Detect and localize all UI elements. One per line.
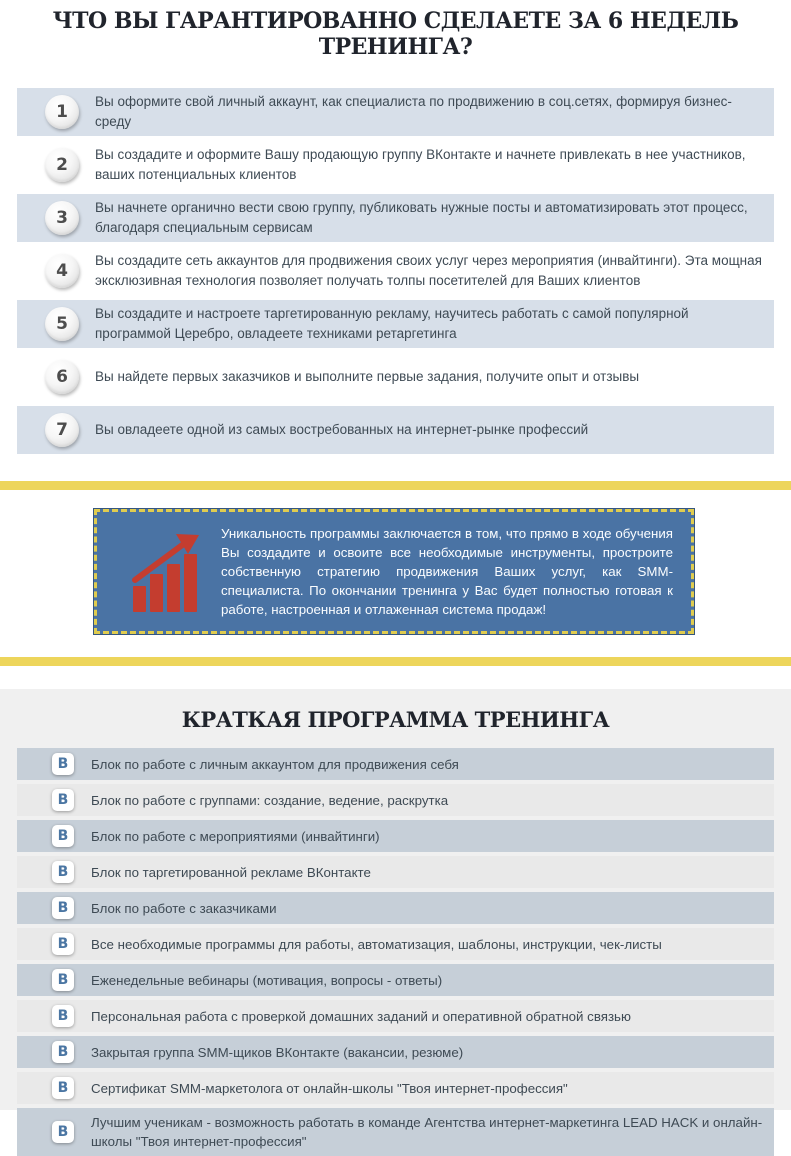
program-row [17,892,774,924]
uniqueness-callout [94,509,694,634]
vk-letter: В [57,1124,69,1140]
page-title: ЧТО ВЫ ГАРАНТИРОВАННО СДЕЛАЕТЕ ЗА 6 НЕДЕЛЬ ТРЕНИНГА? [52,8,739,60]
program-item-text: Блок по таргетированной рекламе ВКонтакте [91,864,371,880]
vk-letter: В [57,756,69,772]
step-number: 7 [56,420,68,440]
program-row [17,1036,774,1068]
vk-icon [52,1121,74,1143]
program-list [17,748,774,1156]
growth-chart-icon [131,532,201,612]
program-row [17,1072,774,1104]
program-row [17,856,774,888]
vk-letter: В [57,792,69,808]
step-number-badge [45,201,79,235]
guarantee-text: Вы найдете первых заказчиков и выполните первые задания, получите опыт и отзывы [95,369,640,384]
program-item-text: Персональная работа с проверкой домашних заданий и оперативной обратной связью [91,1008,631,1024]
program-title: КРАТКАЯ ПРОГРАММА ТРЕНИНГА [181,707,610,732]
program-row [17,748,774,780]
vk-icon [52,753,74,775]
guarantee-row [17,194,774,242]
step-number: 2 [56,155,68,175]
program-section [0,689,791,1149]
yellow-divider [0,481,791,490]
vk-icon [52,897,74,919]
step-number-badge [45,148,79,182]
program-row [17,1000,774,1032]
vk-letter: В [57,828,69,844]
vk-icon [52,1077,74,1099]
step-number: 6 [56,367,68,387]
program-item-text: Сертификат SMM-маркетолога от онлайн-школы "Твоя интернет-профессия" [91,1080,568,1096]
guarantee-text: Вы оформите свой личный аккаунт, как специалиста по продвижению в соц.сетях, формируя бизнес-среду [95,94,732,129]
guarantee-row [17,353,774,401]
program-item-text: Блок по работе с мероприятиями (инвайтинги) [91,828,380,844]
program-row [17,784,774,816]
vk-letter: В [57,1008,69,1024]
vk-icon [52,1005,74,1027]
step-number-badge [45,413,79,447]
vk-letter: В [57,1080,69,1096]
guarantee-row [17,406,774,454]
vk-letter: В [57,864,69,880]
vk-letter: В [57,900,69,916]
vk-letter: В [57,1044,69,1060]
vk-icon [52,861,74,883]
step-number: 5 [56,314,68,334]
program-item-text: Блок по работе с группами: создание, ведение, раскрутка [91,792,449,808]
step-number-badge [45,95,79,129]
step-number: 4 [56,261,68,281]
guarantee-text: Вы начнете органично вести свою группу, публиковать нужные посты и автоматизировать этот процесс, благодаря специальным сервисам [95,200,748,235]
guarantees-list [17,88,774,454]
vk-icon [52,789,74,811]
vk-icon [52,969,74,991]
program-row [17,928,774,960]
program-row [17,964,774,996]
step-number: 1 [56,102,68,122]
guarantee-row [17,247,774,295]
guarantee-text: Вы создадите сеть аккаунтов для продвижения своих услуг через мероприятия (инвайтинги). Эта мощная эксклюзивная технология позволяет получать толпы посетителей для Ваших клиентов [95,253,762,288]
program-item-text: Все необходимые программы для работы, автоматизация, шаблоны, инструкции, чек-листы [91,936,662,952]
guarantee-text: Вы создадите и оформите Вашу продающую группу ВКонтакте и начнете привлекать в нее участников, ваших потенциальных клиентов [95,147,746,182]
step-number: 3 [56,208,68,228]
guarantee-row [17,300,774,348]
program-item-text: Блок по работе с личным аккаунтом для продвижения себя [91,756,459,772]
vk-letter: В [57,972,69,988]
guarantee-row [17,88,774,136]
step-number-badge [45,307,79,341]
uniqueness-text: Уникальность программы заключается в том, что прямо в ходе обучения Вы создадите и освоите все необходимые инструменты, простроите собственную стратегию продвижения Ваших услуг, как SMM-специалиста. По окончании тренинга у Вас будет полностью готовая к работе, настроенная и отлаженная система продаж! [221,526,673,617]
guarantee-text: Вы создадите и настроете таргетированную рекламу, научитесь работать с самой популярной программой Церебро, овладеете техниками ретаргетинга [95,306,689,341]
vk-letter: В [57,936,69,952]
program-item-text: Еженедельные вебинары (мотивация, вопросы - ответы) [91,972,443,988]
step-number-badge [45,360,79,394]
guarantee-row [17,141,774,189]
guarantee-text: Вы овладеете одной из самых востребованных на интернет-рынке профессий [95,422,589,437]
vk-icon [52,933,74,955]
program-item-text: Лучшим ученикам - возможность работать в команде Агентства интернет-маркетинга LEAD HACK и онлайн-школы "Твоя интернет-профессия" [91,1115,763,1149]
vk-icon [52,1041,74,1063]
program-row [17,820,774,852]
program-row [17,1108,774,1156]
vk-icon [52,825,74,847]
step-number-badge [45,254,79,288]
program-item-text: Закрытая группа SMM-щиков ВКонтакте (вакансии, резюме) [91,1044,464,1060]
program-item-text: Блок по работе с заказчиками [91,900,277,916]
yellow-divider [0,657,791,666]
